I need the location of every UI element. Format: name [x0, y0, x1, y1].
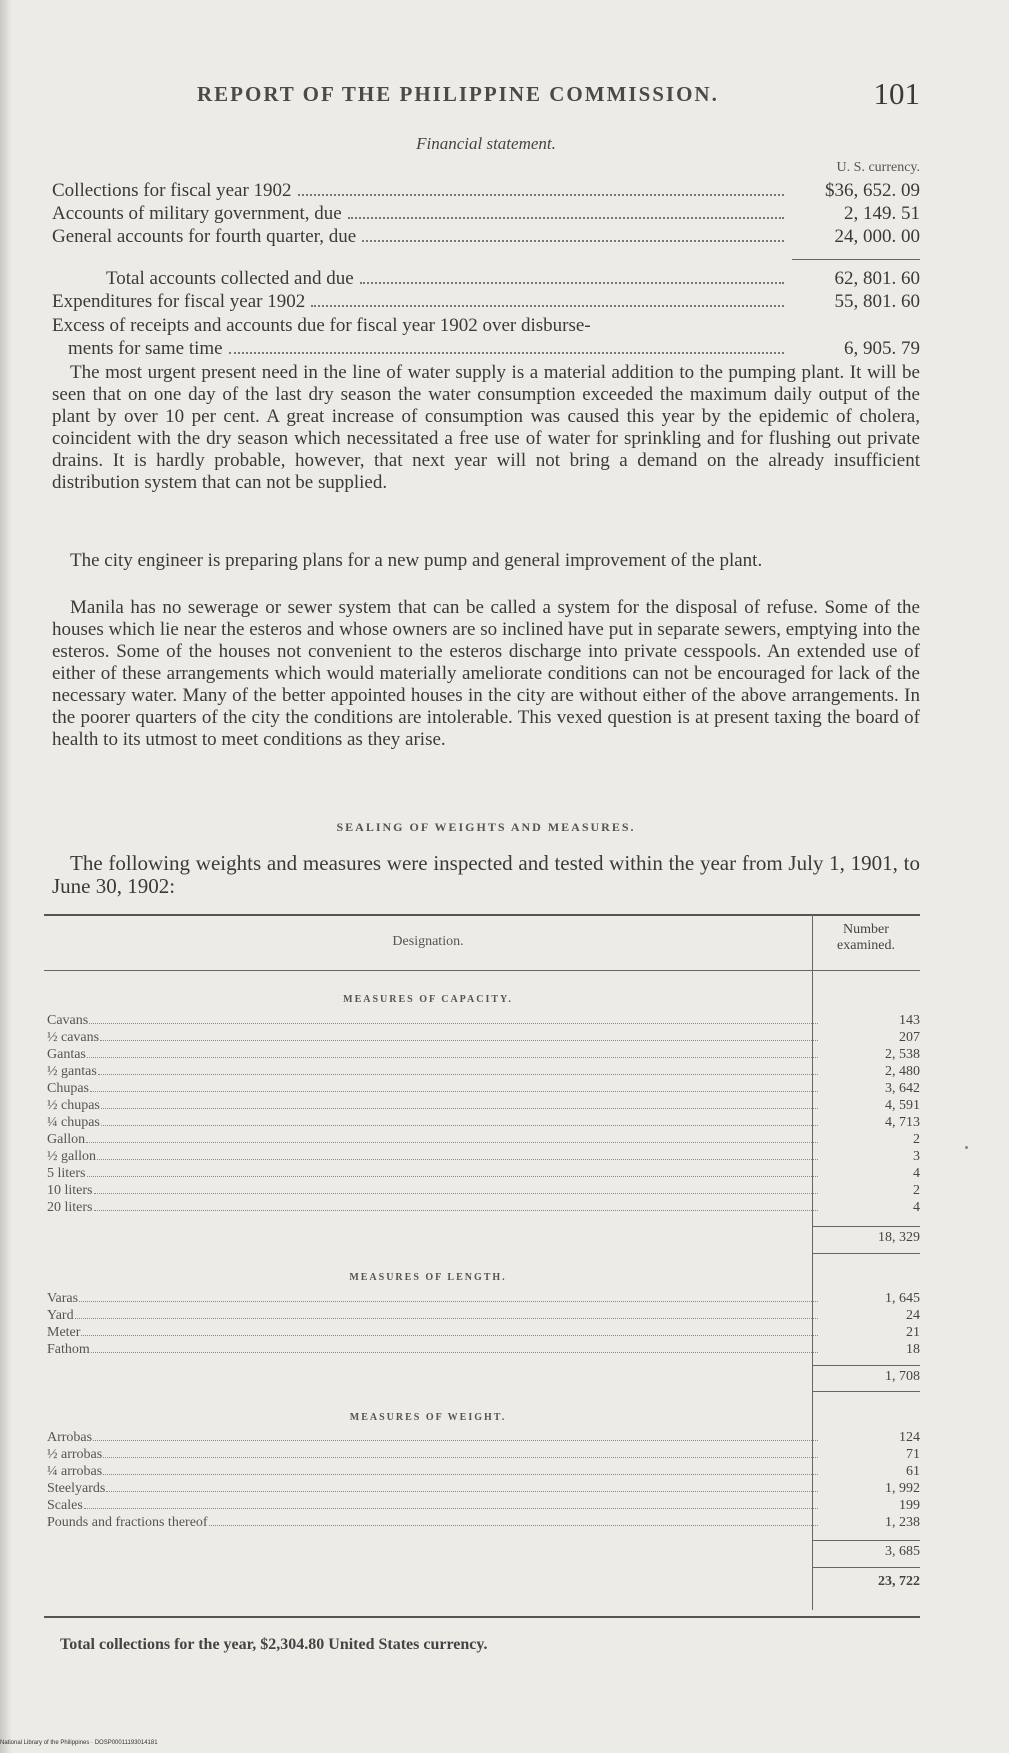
table-row: [47, 1132, 920, 1149]
row-value: 61: [906, 1464, 920, 1479]
archive-note: National Library of the Philippines · DOSP00011193014181: [0, 1740, 158, 1746]
table-row: [47, 1308, 920, 1325]
leader-dots: [93, 1430, 818, 1441]
subtotal-length: 1, 708: [885, 1369, 920, 1384]
table-row: [47, 1481, 920, 1498]
row-value: 21: [906, 1325, 920, 1340]
fs-line-total: [52, 268, 920, 290]
fs-value: $36, 652. 09: [825, 180, 920, 201]
row-value: 207: [899, 1030, 920, 1045]
section-heading: SEALING OF WEIGHTS AND MEASURES.: [336, 820, 636, 834]
paragraph-sewerage: Manila has no sewerage or sewer system that can be called a system for the disposal of refuse. Some of the houses which lie near the esteros and whose owners are so inclined have put in separate sewers, emptying into the esteros. Some of the houses not convenient to the esteros discharge into private cesspools. An extended use of either of these arrangements which would materially ameliorate conditions can not be encouraged for lack of the necessary water. Many of the better appointed houses in the city are without either of the above arrangements. In the poorer quarters of the city the conditions are intolerable. This vexed question is at present taxing the board of health to its utmost to meet conditions as they arise.: [52, 597, 920, 750]
row-label: Gantas: [47, 1047, 86, 1062]
section-intro: The following weights and measures were inspected and tested within the year from July 1, 1901, to June 30, 1902:: [52, 851, 920, 898]
row-value: 18: [906, 1342, 920, 1357]
scan-speck: [965, 1146, 968, 1149]
fs-label: Expenditures for fiscal year 1902: [52, 291, 306, 312]
row-value: 71: [906, 1447, 920, 1462]
column-header-number: [812, 922, 920, 954]
table-row: [47, 1464, 920, 1481]
table-bottom-rule: [44, 1616, 920, 1618]
row-label: 20 liters: [47, 1200, 93, 1215]
subtotal-rule: [812, 1540, 920, 1541]
leader-dots: [89, 1013, 818, 1024]
total-collections: Total collections for the year, $2,304.80 United States currency.: [60, 1636, 488, 1653]
row-label: Chupas: [47, 1081, 89, 1096]
group-title-length: MEASURES OF LENGTH.: [349, 1272, 507, 1283]
running-title: REPORT OF THE PHILIPPINE COMMISSION.: [197, 82, 719, 106]
row-value: 1, 238: [885, 1515, 920, 1530]
table-row: [47, 1149, 920, 1166]
row-value: 2, 480: [885, 1064, 920, 1079]
table-row: [47, 1030, 920, 1047]
paragraph-city-engineer: The city engineer is preparing plans for a new pump and general improvement of the plant.: [70, 550, 763, 571]
subtotal-capacity: 18, 329: [878, 1230, 920, 1245]
row-label: Varas: [47, 1291, 79, 1306]
leader-dots: [106, 1481, 818, 1492]
row-label: ½ chupas: [47, 1098, 100, 1113]
leader-dots: [100, 1030, 818, 1041]
currency-heading: U. S. currency.: [836, 160, 920, 175]
leader-dots: [348, 203, 784, 219]
leader-dots: [229, 338, 784, 354]
fs-line-excess: [52, 338, 920, 360]
leader-dots: [94, 1200, 819, 1211]
row-value: 2: [913, 1132, 920, 1147]
table-row: [47, 1342, 920, 1359]
page-number: 101: [873, 76, 920, 111]
subtotal-rule: [812, 1391, 920, 1392]
leader-dots: [91, 1342, 818, 1353]
financial-statement-title: Financial statement.: [416, 134, 556, 153]
row-value: 2: [913, 1183, 920, 1198]
fs-label: Accounts of military government, due: [52, 203, 342, 224]
row-value: 3, 642: [885, 1081, 920, 1096]
row-value: 1, 992: [885, 1481, 920, 1496]
fs-label: General accounts for fourth quarter, due: [52, 226, 357, 247]
group-title-weight: MEASURES OF WEIGHT.: [349, 1412, 507, 1423]
row-label: Meter: [47, 1325, 81, 1340]
leader-dots: [311, 291, 784, 307]
fs-value: 24, 000. 00: [834, 226, 920, 247]
table-row: [47, 1081, 920, 1098]
subtotal-rule: [812, 1365, 920, 1366]
row-value: 124: [899, 1430, 920, 1445]
fs-label: Total accounts collected and due: [106, 268, 354, 289]
row-label: ½ gallon: [47, 1149, 96, 1164]
row-label: ½ gantas: [47, 1064, 97, 1079]
leader-dots: [75, 1308, 818, 1319]
table-row: [47, 1515, 920, 1532]
leader-dots: [81, 1325, 818, 1336]
leader-dots: [101, 1098, 818, 1109]
row-label: ½ arrobas: [47, 1447, 103, 1462]
row-value: 4: [913, 1166, 920, 1181]
row-label: ¼ chupas: [47, 1115, 100, 1130]
leader-dots: [103, 1447, 818, 1458]
fs-label: Collections for fiscal year 1902: [52, 180, 292, 201]
subtotal-rule: [812, 1253, 920, 1254]
table-row: [47, 1115, 920, 1132]
row-value: 3: [913, 1149, 920, 1164]
table-row: [47, 1430, 920, 1447]
grand-total: 23, 722: [878, 1574, 920, 1589]
row-value: 4, 591: [885, 1098, 920, 1113]
page-edge-shadow: [0, 0, 12, 1753]
table-row: [47, 1166, 920, 1183]
row-label: ¼ arrobas: [47, 1464, 103, 1479]
row-value: 199: [899, 1498, 920, 1513]
subtotal-weight: 3, 685: [885, 1544, 920, 1559]
row-value: 1, 645: [885, 1291, 920, 1306]
row-label: Arrobas: [47, 1430, 93, 1445]
table-header-rule: [44, 970, 920, 971]
fs-line-general: [52, 226, 920, 248]
table-row: [47, 1325, 920, 1342]
leader-dots: [84, 1498, 818, 1509]
leader-dots: [103, 1464, 818, 1475]
fs-line-expenditures: [52, 291, 920, 313]
table-row: [47, 1183, 920, 1200]
table-row: [47, 1098, 920, 1115]
table-row: [47, 1447, 920, 1464]
fs-line-military: [52, 203, 920, 225]
table-row: [47, 1498, 920, 1515]
fs-value: 55, 801. 60: [834, 291, 920, 312]
row-value: 4: [913, 1200, 920, 1215]
row-value: 24: [906, 1308, 920, 1323]
leader-dots: [298, 180, 784, 196]
column-header-number-line1: Number: [843, 922, 889, 937]
subtotal-rule: [812, 1567, 920, 1568]
column-header-designation: Designation.: [392, 934, 464, 949]
table-row: [47, 1013, 920, 1030]
row-label: 10 liters: [47, 1183, 93, 1198]
sum-rule: [792, 259, 920, 260]
fs-line-collections: [52, 180, 920, 202]
table-row: [47, 1064, 920, 1081]
leader-dots: [209, 1515, 818, 1526]
row-value: 143: [899, 1013, 920, 1028]
row-value: 2, 538: [885, 1047, 920, 1062]
fs-excess-line1: Excess of receipts and accounts due for fiscal year 1902 over disburse-: [52, 315, 591, 336]
leader-dots: [98, 1064, 818, 1075]
leader-dots: [79, 1291, 818, 1302]
row-value: 4, 713: [885, 1115, 920, 1130]
row-label: Gallon: [47, 1132, 86, 1147]
leader-dots: [90, 1081, 818, 1092]
fs-value: 2, 149. 51: [844, 203, 920, 224]
row-label: ½ cavans: [47, 1030, 100, 1045]
table-row: [47, 1291, 920, 1308]
leader-dots: [97, 1149, 818, 1160]
group-title-capacity: MEASURES OF CAPACITY.: [343, 994, 513, 1005]
leader-dots: [360, 268, 784, 284]
leader-dots: [362, 226, 784, 242]
leader-dots: [86, 1132, 818, 1143]
leader-dots: [87, 1047, 818, 1058]
leader-dots: [87, 1166, 819, 1177]
row-label: Fathom: [47, 1342, 90, 1357]
subtotal-rule: [812, 1226, 920, 1227]
running-head: [52, 76, 920, 110]
table-row: [47, 1200, 920, 1217]
fs-label: ments for same time: [68, 338, 223, 359]
table-row: [47, 1047, 920, 1064]
fs-value: 62, 801. 60: [834, 268, 920, 289]
row-label: Yard: [47, 1308, 74, 1323]
row-label: Steelyards: [47, 1481, 106, 1496]
paragraph-water-supply: The most urgent present need in the line of water supply is a material addition to the pumping plant. It will be seen that on one day of the last dry season the water consumption exceeded the maximum daily output of the plant by over 10 per cent. A great increase of consumption was caused this year by the epidemic of cholera, coincident with the dry season which necessitated a free use of water for sprinkling and for flushing out private drains. It is hardly probable, however, that next year will not bring a demand on the already insufficient distribution system that can not be supplied.: [52, 362, 920, 493]
row-label: Scales: [47, 1498, 83, 1513]
row-label: Pounds and fractions thereof: [47, 1515, 208, 1530]
table-top-rule: [44, 914, 920, 916]
leader-dots: [101, 1115, 818, 1126]
fs-value: 6, 905. 79: [844, 338, 920, 359]
row-label: 5 liters: [47, 1166, 86, 1181]
column-header-number-line2: examined.: [837, 938, 895, 953]
leader-dots: [94, 1183, 819, 1194]
row-label: Cavans: [47, 1013, 89, 1028]
